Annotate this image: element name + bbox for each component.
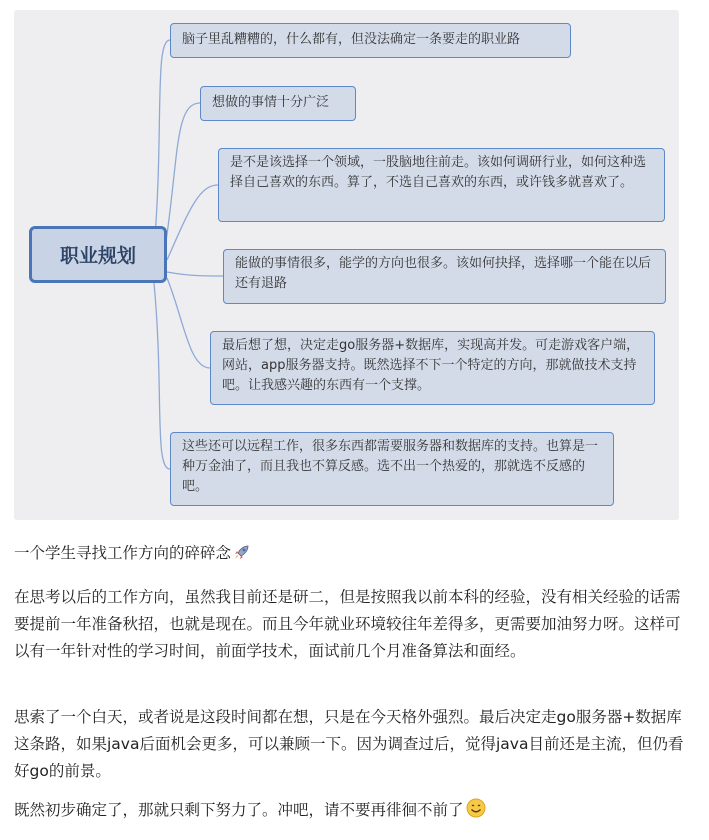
mindmap-node-4: 能做的事情很多，能学的方向也很多。该如何抉择，选择哪一个能在以后还有退路 <box>223 249 666 304</box>
article-heading-text: 一个学生寻找工作方向的碎碎念 <box>14 544 232 562</box>
article-heading <box>14 540 251 570</box>
mindmap-node-6: 这些还可以远程工作，很多东西都需要服务器和数据库的支持。也算是一种万金油了，而且我也不算反感。选不出一个热爱的，那就选不反感的吧。 <box>170 432 614 506</box>
mindmap-root-node: 职业规划 <box>29 226 167 283</box>
rocket-icon <box>233 543 251 570</box>
article-paragraph-2: 思索了一个白天，或者说是这段时间都在想，只是在今天格外强烈。最后决定走go服务器+数据库这条路，如果java后面机会更多，可以兼顾一下。因为调查过后，觉得java目前还是主流，但仍看好go的前景。 <box>14 708 684 780</box>
article-paragraph-3-text: 既然初步确定了，那就只剩下努力了。冲吧，请不要再徘徊不前了 <box>14 801 464 819</box>
mindmap-node-3: 是不是该选择一个领域，一股脑地往前走。该如何调研行业，如何这种选择自己喜欢的东西。算了，不选自己喜欢的东西，或许钱多就喜欢了。 <box>218 148 665 222</box>
article-paragraph-1: 在思考以后的工作方向，虽然我目前还是研二，但是按照我以前本科的经验，没有相关经验的话需要提前一年准备秋招，也就是现在。而且今年就业环境较往年差得多，更需要加油努力呀。这样可以有一年针对性的学习时间，前面学技术，面试前几个月准备算法和面经。 <box>14 588 681 660</box>
article-paragraph-3 <box>14 797 686 827</box>
mindmap-image <box>14 10 679 520</box>
mindmap-node-5: 最后想了想，决定走go服务器+数据库，实现高并发。可走游戏客户端，网站，app服务器支持。既然选择不下一个特定的方向，那就做技术支持吧。让我感兴趣的东西有一个支撑。 <box>210 331 655 405</box>
mindmap-node-2: 想做的事情十分广泛 <box>200 86 356 121</box>
mindmap-node-1: 脑子里乱糟糟的，什么都有，但没法确定一条要走的职业路 <box>170 23 571 58</box>
smile-emoji-icon <box>466 798 486 827</box>
